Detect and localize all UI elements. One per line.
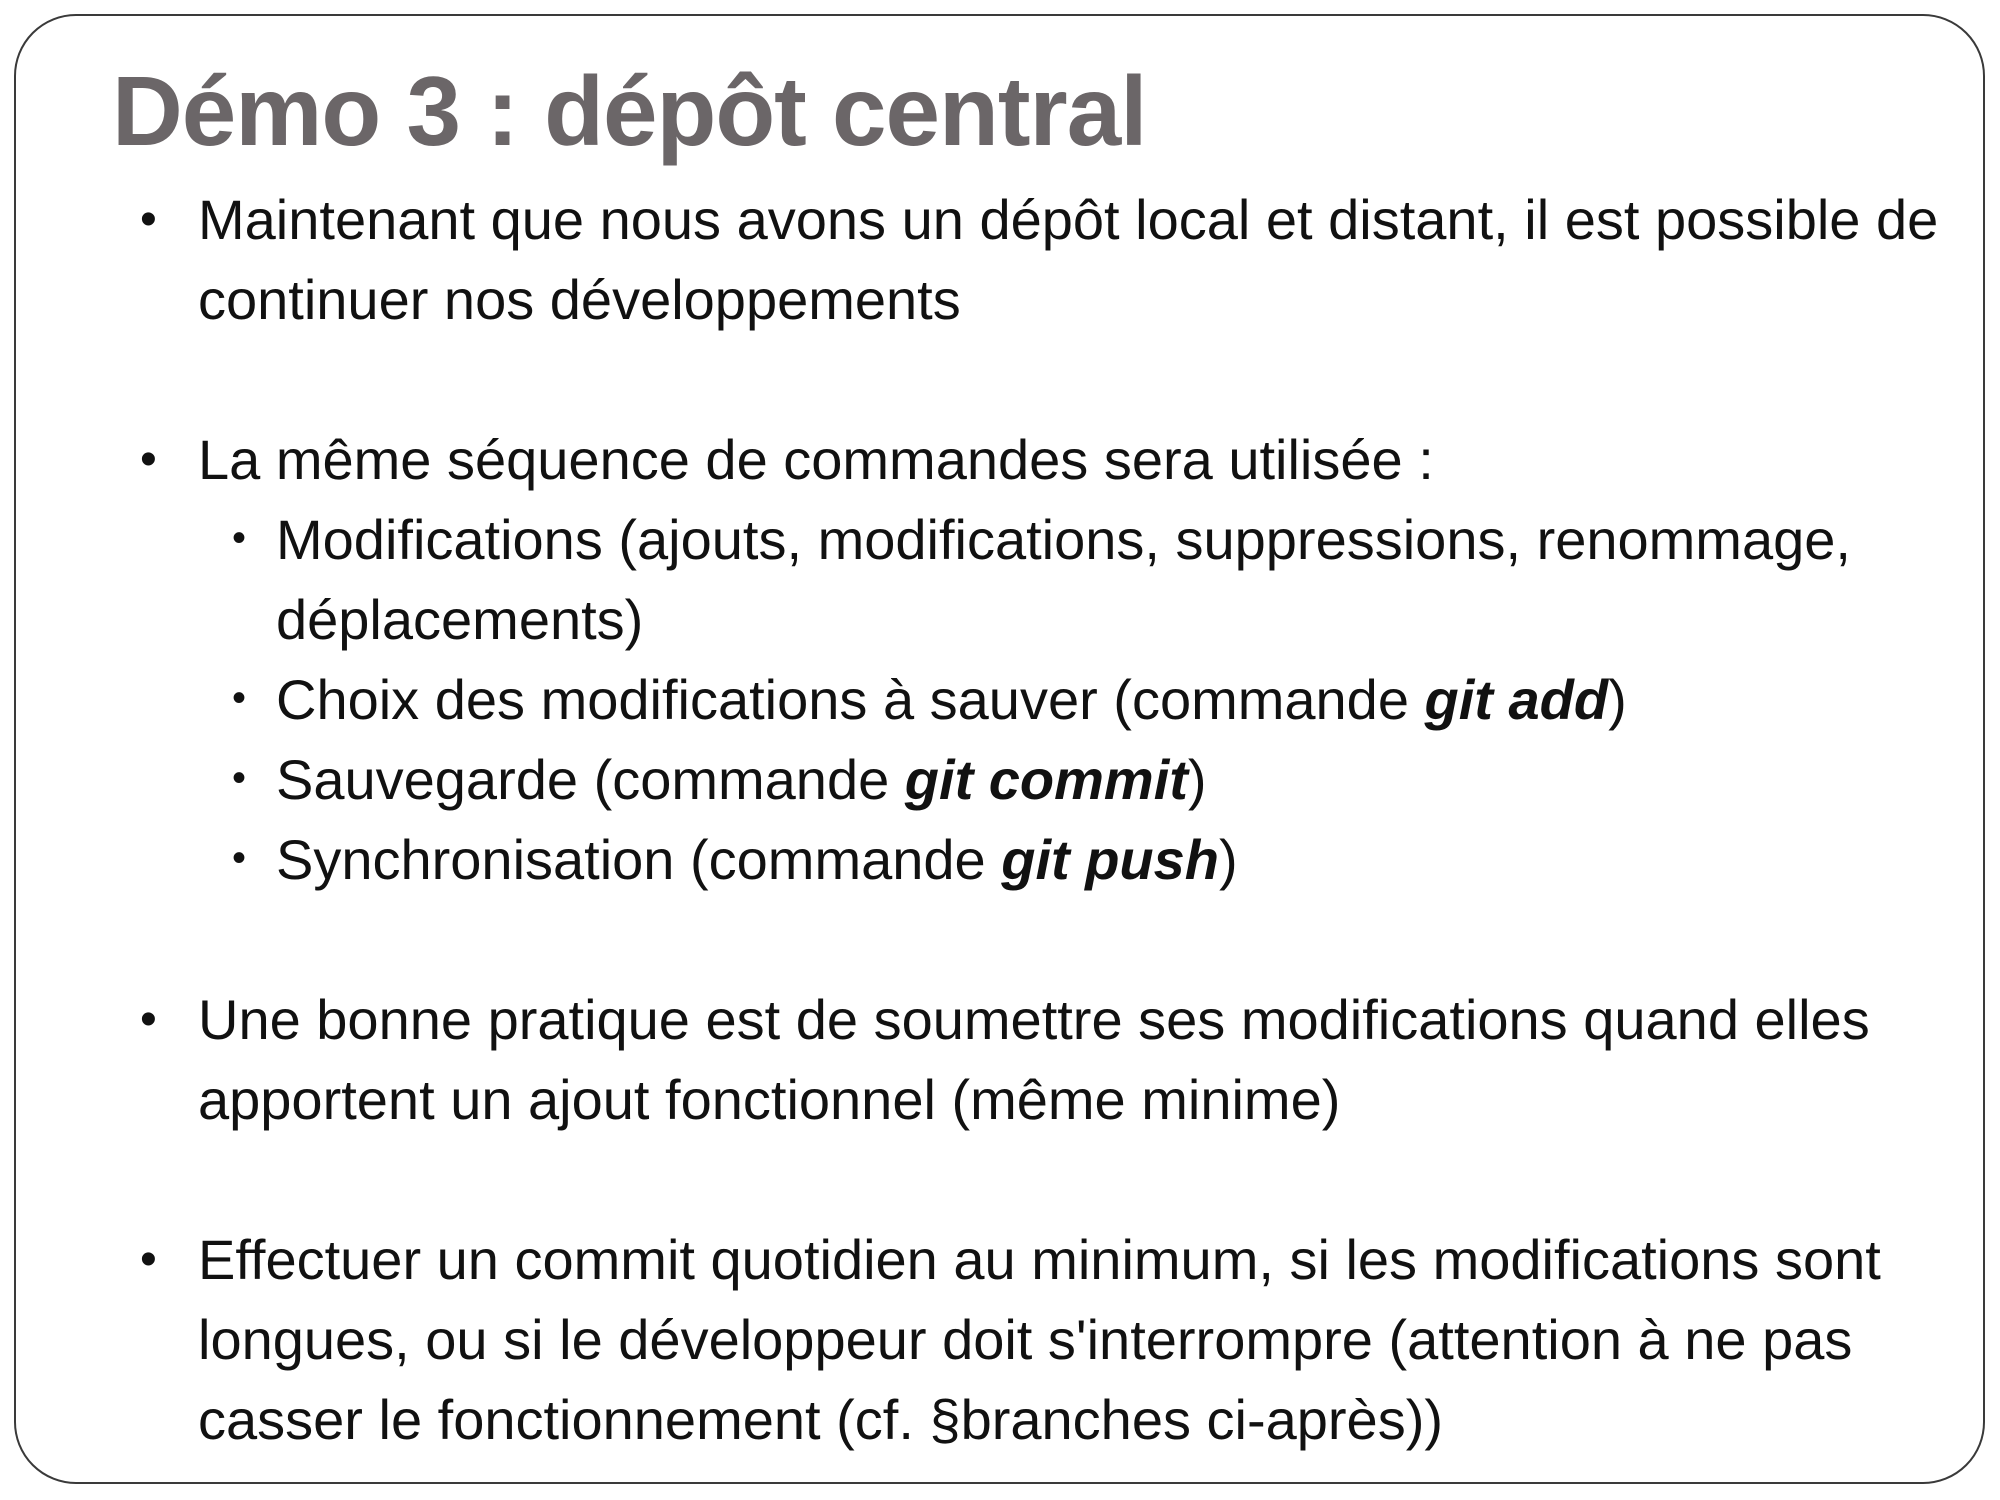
slide-title: Démo 3 : dépôt central — [112, 56, 1147, 166]
sub-bullet-text-after: ) — [1187, 748, 1207, 811]
bullet-text: La même séquence de commandes sera utilisée : — [198, 428, 1434, 491]
sub-bullet-list — [140, 500, 1940, 900]
sub-bullet-text-after: ) — [1608, 668, 1627, 731]
bullet-text: Maintenant que nous avons un dépôt local et distant, il est possible de continuer nos développements — [198, 188, 1939, 331]
git-command: git add — [1424, 668, 1609, 731]
bullet-item — [140, 180, 1940, 340]
sub-bullet-dot-icon: • — [232, 516, 247, 560]
slide-content — [140, 180, 1940, 1460]
sub-bullet-text-before: Sauvegarde (commande — [276, 748, 905, 811]
bullet-dot-icon: • — [140, 993, 157, 1046]
sub-bullet-text-before: Synchronisation (commande — [276, 828, 1002, 891]
git-command: git commit — [904, 748, 1188, 811]
bullet-dot-icon: • — [140, 193, 157, 246]
bullet-text: Effectuer un commit quotidien au minimum, si les modifications sont longues, ou si le développeur doit s'interrompre (attention à ne pas casser le fonctionnement (cf. §branches ci-après)) — [198, 1228, 1881, 1451]
sub-bullet-text-before: Choix des modifications à sauver (commande — [276, 668, 1425, 731]
sub-bullet-item — [140, 740, 1940, 820]
bullet-item — [140, 420, 1940, 500]
bullet-item — [140, 980, 1940, 1140]
bullet-text: Une bonne pratique est de soumettre ses modifications quand elles apportent un ajout fonctionnel (même minime) — [198, 988, 1870, 1131]
bullet-item — [140, 1220, 1940, 1460]
sub-bullet-dot-icon: • — [232, 756, 247, 800]
sub-bullet-text: Modifications (ajouts, modifications, suppressions, renommage, déplacements) — [276, 508, 1851, 651]
sub-bullet-dot-icon: • — [232, 836, 247, 880]
git-command: git push — [1001, 828, 1219, 891]
sub-bullet-text-after: ) — [1219, 828, 1238, 891]
bullet-dot-icon: • — [140, 1233, 157, 1286]
sub-bullet-item — [140, 500, 1940, 660]
sub-bullet-item — [140, 660, 1940, 740]
sub-bullet-dot-icon: • — [232, 676, 247, 720]
bullet-dot-icon: • — [140, 433, 157, 486]
sub-bullet-item — [140, 820, 1940, 900]
